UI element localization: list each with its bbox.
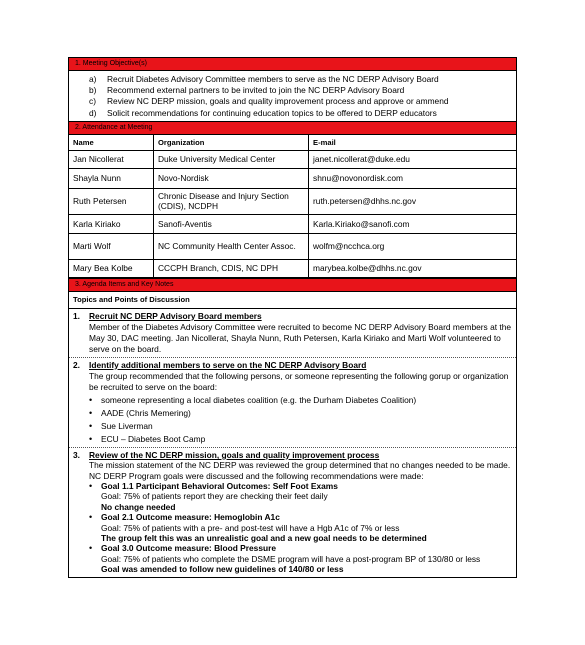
attendee-organization: Novo-Nordisk bbox=[154, 168, 309, 188]
table-row bbox=[69, 150, 516, 168]
topic-number: 2. bbox=[73, 359, 80, 370]
attendee-name: Shayla Nunn bbox=[69, 168, 154, 188]
attendance-table bbox=[69, 135, 516, 278]
objective-item: c) Review NC DERP mission, goals and quality improvement process and approve or ammend bbox=[89, 96, 449, 107]
goal-item bbox=[89, 481, 512, 512]
topic-number: 3. bbox=[73, 449, 80, 460]
table-row bbox=[69, 259, 516, 277]
goal-item bbox=[89, 512, 512, 543]
goal-detail: Goal: 75% of patients with a pre- and post-test will have a Hgb A1c of 7% or less bbox=[101, 522, 400, 533]
attendee-name: Marti Wolf bbox=[69, 233, 154, 259]
attendee-name: Jan Nicollerat bbox=[69, 150, 154, 168]
goal-note: The group felt this was an unrealistic goal and a new goal needs to be determined bbox=[101, 533, 427, 544]
objective-item: a) Recruit Diabetes Advisory Committee members to serve as the NC DERP Advisory Board bbox=[89, 74, 439, 84]
topic-body: NC DERP Program goals were discussed and the following recommendations were made: bbox=[89, 470, 424, 481]
goal-title: Goal 1.1 Participant Behavioral Outcomes: Self Foot Exams bbox=[101, 481, 338, 492]
table-row bbox=[69, 168, 516, 188]
attendee-email: wolfm@ncchca.org bbox=[309, 233, 517, 259]
topic-item-2 bbox=[69, 358, 516, 448]
column-header-organization: Organization bbox=[154, 135, 309, 151]
goal-item bbox=[89, 543, 512, 574]
topic-body: The mission statement of the NC DERP was reviewed the group determined that no changes needed to be made. bbox=[89, 460, 511, 471]
bullet-icon: • bbox=[89, 407, 93, 418]
bullet-icon: • bbox=[89, 394, 93, 405]
column-header-name: Name bbox=[69, 135, 154, 151]
topic-title: Identify additional members to serve on the NC DERP Advisory Board bbox=[89, 359, 367, 370]
bullet-icon: • bbox=[89, 420, 93, 431]
attendance-header-row bbox=[69, 135, 516, 151]
attendee-email: Karla.Kiriako@sanofi.com bbox=[309, 214, 517, 233]
goal-title: Goal 2.1 Outcome measure: Hemoglobin A1c bbox=[101, 512, 280, 523]
attendee-name: Ruth Petersen bbox=[69, 188, 154, 214]
topic-number: 1. bbox=[73, 310, 80, 321]
attendee-name: Mary Bea Kolbe bbox=[69, 259, 154, 277]
attendee-email: shnu@novonordisk.com bbox=[309, 168, 517, 188]
bullet-icon: • bbox=[89, 433, 93, 444]
topic-item-3 bbox=[69, 448, 516, 577]
bullet-icon: • bbox=[89, 481, 93, 492]
objectives-list bbox=[69, 71, 516, 122]
attendee-name: Karla Kiriako bbox=[69, 214, 154, 233]
attendee-email: marybea.kolbe@dhhs.nc.gov bbox=[309, 259, 517, 277]
list-item: • someone representing a local diabetes coalition (e.g. the Durham Diabetes Coalition) bbox=[89, 394, 417, 405]
goal-detail: Goal: 75% of patients who complete the DSME program will have a post-program BP of 130/80 or less bbox=[101, 553, 481, 564]
table-row bbox=[69, 233, 516, 259]
topics-heading: Topics and Points of Discussion bbox=[69, 292, 516, 309]
attendee-organization: CCCPH Branch, CDIS, NC DPH bbox=[154, 259, 309, 277]
attendee-organization: NC Community Health Center Assoc. bbox=[154, 233, 309, 259]
table-row bbox=[69, 214, 516, 233]
bullet-icon: • bbox=[89, 512, 93, 523]
topic-body: The group recommended that the following persons, or someone representing the following gorup or organization be recruited to serve on the board: bbox=[89, 370, 509, 392]
attendee-organization: Sanofi-Aventis bbox=[154, 214, 309, 233]
topic-item-1 bbox=[69, 309, 516, 358]
goal-title: Goal 3.0 Outcome measure: Blood Pressure bbox=[101, 543, 277, 554]
meeting-minutes-document bbox=[68, 57, 517, 578]
table-row bbox=[69, 188, 516, 214]
objective-item: d) Solicit recommendations for continuing education topics to be offered to DERP educators bbox=[89, 107, 437, 118]
attendee-organization: Chronic Disease and Injury Section (CDIS), NCDPH bbox=[154, 188, 309, 214]
attendee-email: ruth.petersen@dhhs.nc.gov bbox=[309, 188, 517, 214]
column-header-email: E-mail bbox=[309, 135, 517, 151]
bullet-icon: • bbox=[89, 543, 93, 554]
goal-detail: Goal: 75% of patients report they are checking their feet daily bbox=[101, 491, 328, 502]
section-header-attendance: 2. Attendance at Meeting bbox=[69, 122, 516, 135]
attendee-email: janet.nicollerat@duke.edu bbox=[309, 150, 517, 168]
list-item: • ECU – Diabetes Boot Camp bbox=[89, 433, 206, 444]
objective-item: b) Recommend external partners to be invited to join the NC DERP Advisory Board bbox=[89, 85, 405, 96]
list-item: • AADE (Chris Memering) bbox=[89, 407, 191, 418]
section-header-objectives: 1. Meeting Objective(s) bbox=[69, 58, 516, 71]
topic-body: Member of the Diabetes Advisory Committee were recruited to become NC DERP Advisory Board members at the May 30, DAC meeting. Jan Nicollerat, Shayla Nunn, Ruth Petersen, Karla Kiriako and Marti Wolf volunteered to serve on the board. bbox=[89, 321, 512, 354]
section-header-agenda: 3. Agenda Items and Key Notes bbox=[69, 278, 516, 292]
goal-note: Goal was amended to follow new guidelines of 140/80 or less bbox=[101, 564, 344, 575]
topic-title: Recruit NC DERP Advisory Board members bbox=[89, 310, 262, 321]
list-item: • Sue Liverman bbox=[89, 420, 153, 431]
topic-title: Review of the NC DERP mission, goals and quality improvement process bbox=[89, 449, 380, 460]
attendee-organization: Duke University Medical Center bbox=[154, 150, 309, 168]
goal-note: No change needed bbox=[101, 501, 176, 512]
